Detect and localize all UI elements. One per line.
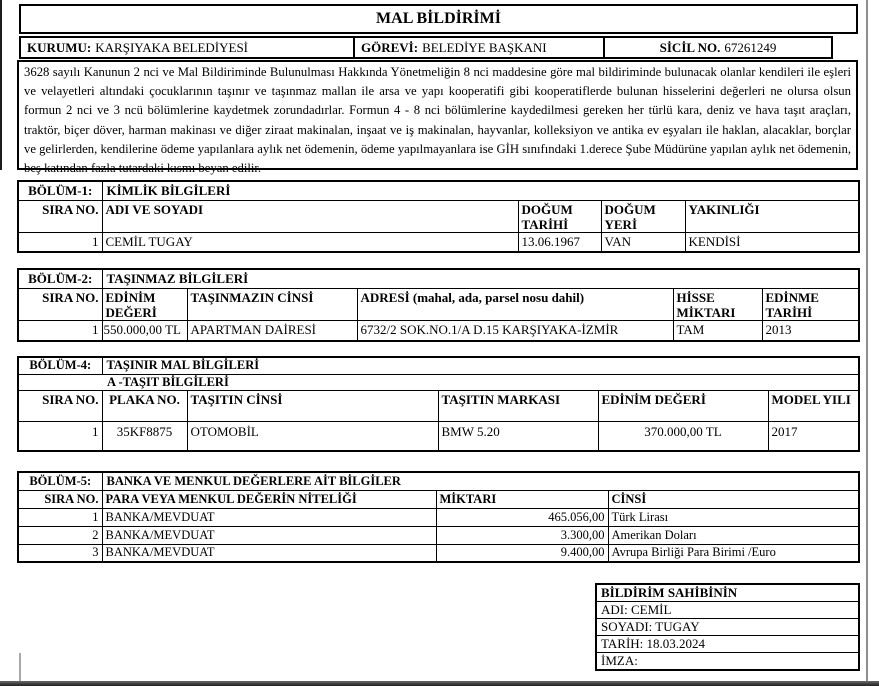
page-right-edge [866,0,868,686]
bolum5-label: BÖLÜM-5: [18,472,102,490]
legal-intro-paragraph: 3628 sayılı Kanunun 2 nci ve Mal Bildiriminde Bulunulması Hakkında Yönetmeliğin 8 nci maddesine göre mal bildiriminde bulunacak olanlar kendileri ile eşleri ve velayetleri altındaki çocuklarının taşınır ve taşınmaz mallan ile arsa ve yapı kooperatifi gibi kooperatiflerde bulunan hisselerini değerleri ne olursa olsun formun 2 nci ve 3 ncü bölümlerine kaydetmek zorundadırlar. Formun 4 - 8 nci bölümlerine kaydedilmesi gereken her türlü kara, deniz ve hava taşıt araçları, traktör, biçer döver, harman makinası ve diğer ziraat makinalan, inşaat ve iş makinalan, hayvanlar, kolleksiyon ve antika ev eşyaları ile haklan, alacaklar, borçlar ve gelirlerden, kendilerine ödeme yapılanlara aylık net ödemenin, ödeme yapılmayanlara ise GİH sınıfındaki 1.derece Şube Müdürüne yapılan aylık net ödemenin, beş katından fazla tutardaki kısmı beyan edilir. [17,60,858,170]
bolum5-title-row [18,472,859,490]
bolum1-header-dogum-yeri: DOĞUM YERİ [601,200,685,232]
table-row [596,619,859,636]
table-row [596,653,859,671]
bolum5-section-title: BANKA VE MENKUL DEĞERLERE AİT BİLGİLER [102,472,859,490]
document-title: MAL BİLDİRİMİ [376,10,501,27]
bolum4-header-tasitin-cinsi: TAŞITIN CİNSİ [187,390,438,421]
bolum2-label: BÖLÜM-2: [18,269,102,288]
bolum1-row-yakinligi: KENDİSİ [685,232,859,252]
header-info-row [19,36,833,59]
bolum2-row-hisse-miktari: TAM [673,320,762,341]
bolum2-header-row [18,288,859,320]
bolum4-subtitle-row [18,374,859,390]
table-row [18,232,859,252]
bolum2-header-adresi: ADRESİ (mahal, ada, parsel nosu dahil) [357,288,673,320]
table-row [596,636,859,653]
bolum5-row2-niteligi: BANKA/MEVDUAT [102,526,436,544]
bolum1-table [17,180,860,253]
bolum1-section-title: KİMLİK BİLGİLERİ [102,181,859,200]
bolum2-row-sira-no: 1 [18,320,102,341]
bolum1-label: BÖLÜM-1: [18,181,102,200]
declarant-box [595,583,860,671]
gorevi-cell [355,38,605,57]
bolum4-header-edinim-degeri: EDİNİM DEĞERİ [598,390,768,421]
bolum1-header-yakinligi: YAKINLIĞI [685,200,859,232]
bolum4-header-plaka-no: PLAKA NO. [102,390,187,421]
sicil-no-label: SİCİL NO. [659,39,721,55]
declarant-title: BİLDİRİM SAHİBİNİN [596,584,859,602]
bolum5-row1-niteligi: BANKA/MEVDUAT [102,508,436,526]
page-corner-artifact [19,653,21,681]
bolum4-row-tasitin-markasi: BMW 5.20 [438,421,598,451]
bolum4-section-title: TAŞINIR MAL BİLGİLERİ [102,357,859,374]
declarant-soyadi: SOYADI: TUGAY [596,619,859,636]
document-title-box [19,4,858,34]
table-row [596,602,859,619]
bolum5-header-sira-no: SIRA NO. [18,490,102,508]
page-left-edge [0,0,2,170]
bolum2-row-edinme-tarihi: 2013 [762,320,859,341]
bolum4-row-tasitin-cinsi: OTOMOBİL [187,421,438,451]
table-row [18,421,859,451]
bolum1-header-dogum-tarihi: DOĞUM TARİHİ [518,200,601,232]
bolum1-row-dogum-yeri: VAN [601,232,685,252]
bolum4-header-tasitin-markasi: TAŞITIN MARKASI [438,390,598,421]
sicil-no-cell [605,38,831,57]
bolum5-header-cinsi: CİNSİ [608,490,859,508]
declarant-imza: İMZA: [596,653,859,671]
bolum4-table [17,356,860,452]
bolum1-row-sira-no: 1 [18,232,102,252]
sicil-no-value: 67261249 [724,39,777,55]
kurumu-label: KURUMU: [27,39,92,55]
bolum5-row3-niteligi: BANKA/MEVDUAT [102,544,436,562]
table-row [18,544,859,562]
declarant-tarih: TARİH: 18.03.2024 [596,636,859,653]
declarant-title-row [596,584,859,602]
bolum4-row-edinim-degeri: 370.000,00 TL [598,421,768,451]
table-row [18,508,859,526]
bolum4-header-sira-no: SIRA NO. [18,390,102,421]
bolum4-row-plaka-no: 35KF8875 [102,421,187,451]
bolum5-row2-miktari: 3.300,00 [436,526,608,544]
page-bottom-edge [0,681,879,686]
kurumu-cell [21,38,355,57]
declarant-adi: ADI: CEMİL [596,602,859,619]
table-row [18,526,859,544]
bolum4-header-row [18,390,859,421]
gorevi-value: BELEDİYE BAŞKANI [422,39,547,55]
bolum4-label: BÖLÜM-4: [18,357,102,374]
bolum4-subtitle: A -TAŞIT BİLGİLERİ [18,374,859,390]
bolum2-row-tasinmazin-cinsi: APARTMAN DAİRESİ [187,320,357,341]
bolum1-header-adi-soyadi: ADI VE SOYADI [102,200,518,232]
bolum2-header-hisse-miktari: HİSSE MİKTARI [673,288,762,320]
bolum5-header-row [18,490,859,508]
bolum5-row2-sira-no: 2 [18,526,102,544]
bolum2-header-edinim-degeri: EDİNİM DEĞERİ [102,288,187,320]
bolum2-header-sira-no: SIRA NO. [18,288,102,320]
bolum5-header-miktari: MİKTARI [436,490,608,508]
bolum2-header-tasinmazin-cinsi: TAŞINMAZIN CİNSİ [187,288,357,320]
bolum5-row3-cinsi: Avrupa Birliği Para Birimi /Euro [608,544,859,562]
table-row [18,320,859,341]
bolum2-header-edinme-tarihi: EDİNME TARİHİ [762,288,859,320]
bolum2-section-title: TAŞINMAZ BİLGİLERİ [102,269,859,288]
bolum5-row1-cinsi: Türk Lirası [608,508,859,526]
bolum4-row-model-yili: 2017 [768,421,859,451]
bolum5-row3-miktari: 9.400,00 [436,544,608,562]
kurumu-value: KARŞIYAKA BELEDİYESİ [95,39,249,55]
bolum4-row-sira-no: 1 [18,421,102,451]
bolum2-row-adresi: 6732/2 SOK.NO.1/A D.15 KARŞIYAKA-İZMİR [357,320,673,341]
bolum2-row-edinim-degeri: 550.000,00 TL [102,320,187,341]
bolum4-title-row [18,357,859,374]
bolum1-row-adi-soyadi: CEMİL TUGAY [102,232,518,252]
bolum1-header-row [18,200,859,232]
bolum5-row3-sira-no: 3 [18,544,102,562]
bolum5-row2-cinsi: Amerikan Doları [608,526,859,544]
bolum1-title-row [18,181,859,200]
bolum2-table [17,268,860,342]
bolum1-header-sira-no: SIRA NO. [18,200,102,232]
bolum4-header-model-yili: MODEL YILI [768,390,859,421]
bolum2-title-row [18,269,859,288]
bolum1-row-dogum-tarihi: 13.06.1967 [518,232,601,252]
bolum5-header-niteligi: PARA VEYA MENKUL DEĞERİN NİTELİĞİ [102,490,436,508]
bolum5-table [17,471,860,563]
bolum5-row1-sira-no: 1 [18,508,102,526]
bolum5-row1-miktari: 465.056,00 [436,508,608,526]
gorevi-label: GÖREVİ: [361,39,419,55]
